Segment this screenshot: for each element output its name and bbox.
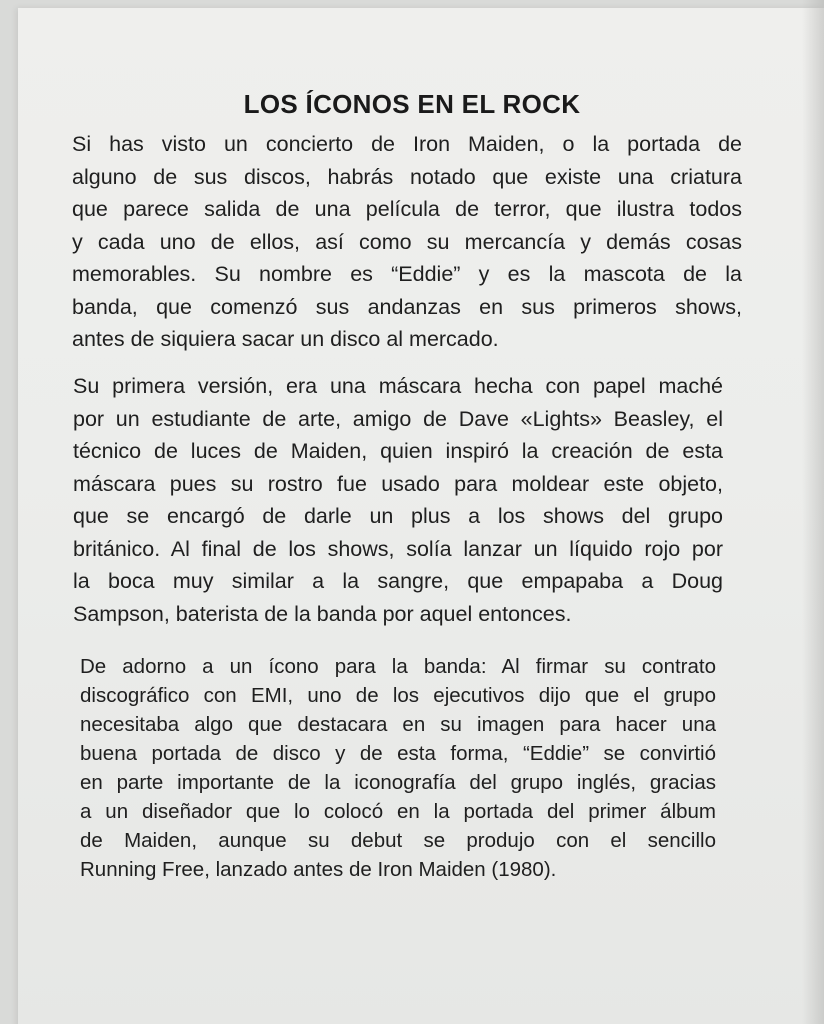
text-line: Su primera versión, era una máscara hecha con papel maché [73, 374, 723, 398]
text-line: necesitaba algo que destacara en su imagen para hacer una [80, 713, 716, 736]
paragraph-1 [72, 128, 742, 356]
text-line: que parece salida de una película de terror, que ilustra todos [72, 197, 742, 221]
text-line: que se encargó de darle un plus a los shows del grupo [73, 504, 723, 528]
text-line: Running Free, lanzado antes de Iron Maiden (1980). [80, 858, 557, 881]
text-line: banda, que comenzó sus andanzas en sus primeros shows, [72, 294, 742, 319]
text-line: técnico de luces de Maiden, quien inspiró la creación de esta [73, 439, 723, 463]
text-line: a un diseñador que lo colocó en la portada del primer álbum [80, 800, 716, 823]
text-line: memorables. Su nombre es “Eddie” y es la mascota de la [72, 262, 742, 286]
document-title: LOS ÍCONOS EN EL ROCK [243, 89, 581, 120]
text-line: la boca muy similar a la sangre, que empapaba a Doug [73, 569, 723, 593]
paragraph-2 [73, 370, 723, 630]
text-line: De adorno a un ícono para la banda: Al firmar su contrato [80, 655, 716, 678]
text-line: y cada uno de ellos, así como su mercancía y demás cosas [72, 229, 742, 254]
text-line: máscara pues su rostro fue usado para moldear este objeto, [73, 471, 723, 496]
text-line: por un estudiante de arte, amigo de Dave «Lights» Beasley, el [73, 406, 723, 431]
text-line: discográfico con EMI, uno de los ejecutivos dijo que el grupo [80, 684, 716, 707]
text-line: alguno de sus discos, habrás notado que existe una criatura [72, 164, 742, 189]
text-line: en parte importante de la iconografía del grupo inglés, gracias [80, 771, 716, 794]
text-line: antes de siquiera sacar un disco al mercado. [72, 327, 499, 351]
wall-shadow [802, 0, 824, 1024]
text-line: de Maiden, aunque su debut se produjo con el sencillo [80, 829, 716, 852]
text-line: Si has visto un concierto de Iron Maiden, o la portada de [72, 132, 742, 156]
paragraph-3 [80, 652, 716, 884]
text-line: británico. Al final de los shows, solía lanzar un líquido rojo por [73, 536, 723, 561]
text-line: buena portada de disco y de esta forma, “Eddie” se convirtió [80, 742, 716, 765]
text-line: Sampson, baterista de la banda por aquel entonces. [73, 601, 572, 626]
